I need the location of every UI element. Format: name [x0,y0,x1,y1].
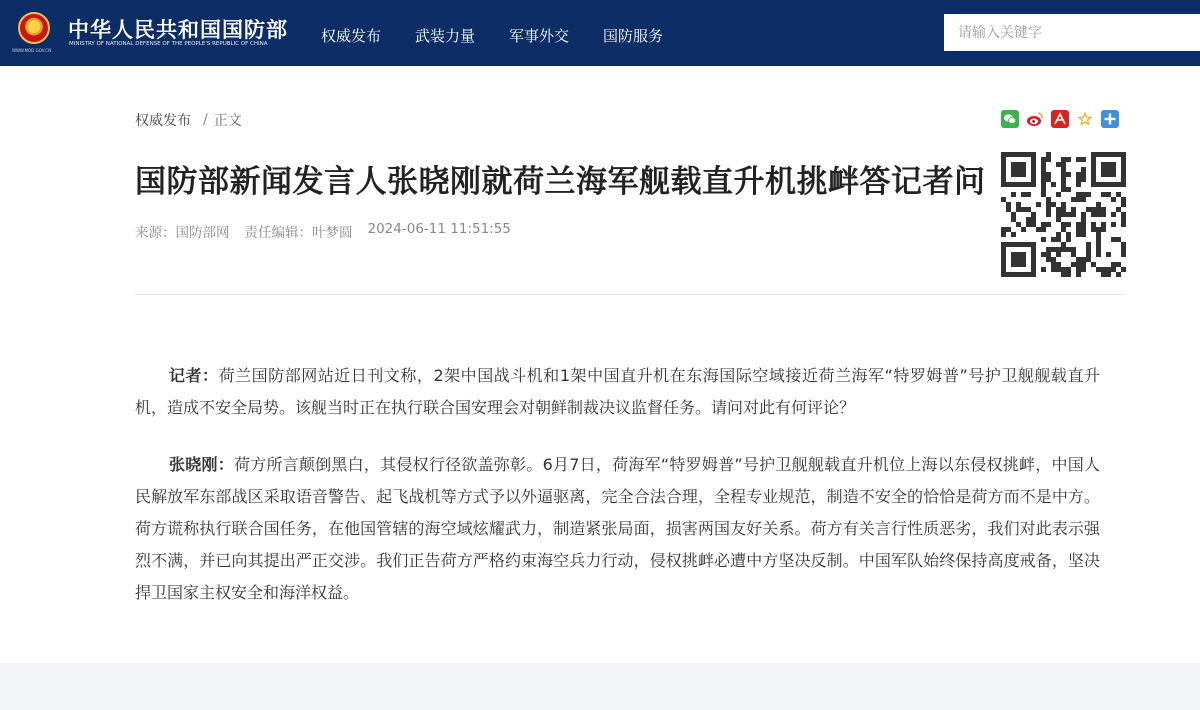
qr-code-image [1001,152,1126,277]
breadcrumb-section-link[interactable]: 权威发布 [135,113,191,129]
main-nav [321,25,697,46]
pdf-icon[interactable] [1051,110,1069,128]
divider [135,294,1125,295]
wechat-icon[interactable] [1001,110,1019,128]
national-emblem-logo[interactable] [18,12,50,44]
more-plus-icon[interactable] [1101,110,1119,128]
speaker-label: 张晓刚： [169,455,234,474]
site-url-caption: WWW.MOD.GOV.CN [12,48,52,53]
nav-item-authoritative-release[interactable]: 权威发布 [321,27,382,45]
article-paragraph [135,449,1100,609]
weibo-icon[interactable] [1026,110,1044,128]
breadcrumb [135,110,242,130]
article-datetime: 2024-06-11 11:51:55 [367,221,511,237]
article-title: 国防部新闻发言人张晓刚就荷兰海军舰载直升机挑衅答记者问 [135,164,986,200]
speaker-label: 记者： [169,366,219,385]
breadcrumb-current: 正文 [213,113,242,129]
footer-band [0,663,1200,710]
nav-item-armed-forces[interactable]: 武装力量 [415,27,476,45]
search-input[interactable] [944,14,1200,51]
breadcrumb-separator: / [203,112,208,128]
paragraph-text: 荷方所言颠倒黑白，其侵权行径欲盖弥彰。6月7日，荷海军“特罗姆普”号护卫舰舰载直升机位上海以东侵权挑衅，中国人民解放军东部战区采取语音警告、起飞战机等方式予以外逼驱离，完全合法合理，全程专业规范，制造不安全的恰恰是荷方而不是中方。荷方谎称执行联合国任务，在他国管辖的海空域炫耀武力，制造紧张局面，损害两国友好关系。荷方有关言行性质恶劣，我们对此表示强烈不满，并已向其提出严正交涉。我们正告荷方严格约束海空兵力行动，侵权挑衅必遭中方坚决反制。中国军队始终保持高度戒备，坚决捍卫国家主权安全和海洋权益。 [135,455,1100,602]
article-source: 来源：国防部网 [135,225,230,241]
favorite-star-icon[interactable] [1076,110,1094,128]
nav-item-defense-services[interactable]: 国防服务 [603,27,664,45]
site-subtitle: MINISTRY OF NATIONAL DEFENSE OF THE PEOPLE'S REPUBLIC OF CHINA [69,41,268,47]
nav-item-military-diplomacy[interactable]: 军事外交 [509,27,570,45]
site-name[interactable]: 中华人民共和国国防部 [68,18,288,42]
article-editor: 责任编辑：叶梦圆 [244,225,353,241]
share-toolbar [1001,110,1126,128]
article-meta [135,221,526,241]
paragraph-text: 荷兰国防部网站近日刊文称，2架中国战斗机和1架中国直升机在东海国际空域接近荷兰海军“特罗姆普”号护卫舰舰载直升机，造成不安全局势。该舰当时正在执行联合国安理会对朝鲜制裁决议监督任务。请问对此有何评论？ [135,366,1100,417]
article-paragraph [135,360,1100,424]
top-header [0,0,1200,66]
